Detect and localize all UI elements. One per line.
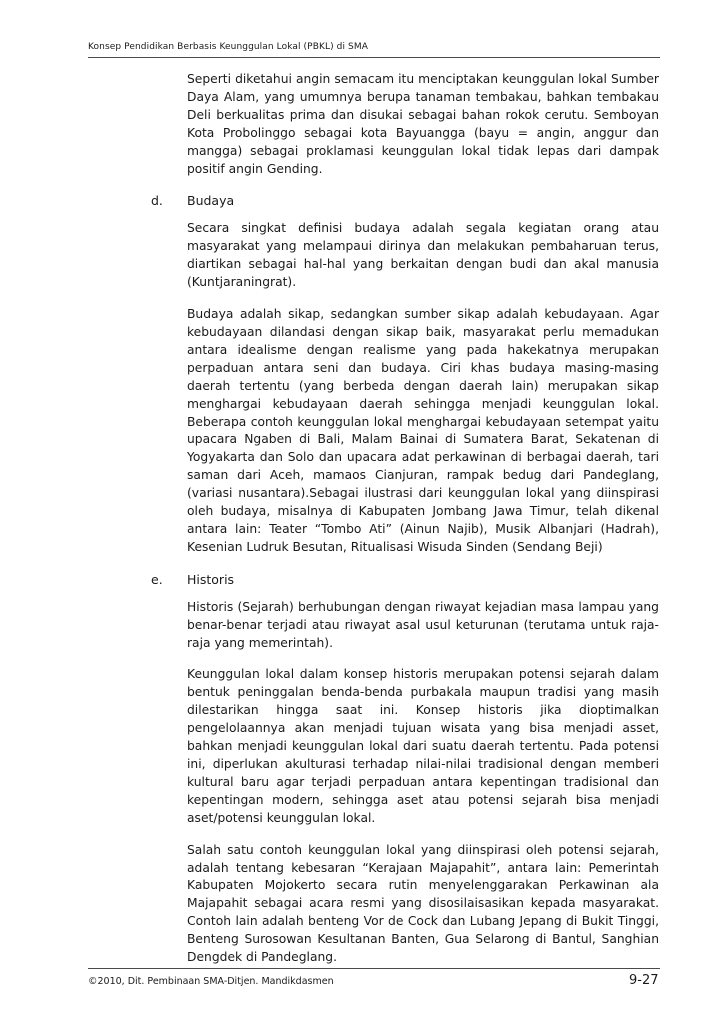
historis-paragraph-2: Keunggulan lokal dalam konsep historis merupakan potensi sejarah dalam bentuk peninggalan benda-benda purbakala maupun tradisi yang masih dilestarikan hingga saat ini. Konsep historis jika dioptimalkan pengelolaannya akan menjadi tujuan wisata yang bisa menjadi asset, bahkan menjadi keunggulan lokal dari suatu daerah tertentu. Pada potensi ini, diperlukan akulturasi terhadap nilai-nilai tradisional dengan memberi kultural baru agar terjadi perpaduan antara kepentingan tradisional dan kepentingan modern, sehingga aset atau potensi sejarah bisa menjadi aset/potensi keunggulan lokal. — [187, 667, 659, 825]
page-body — [151, 71, 659, 981]
historis-paragraph-1: Historis (Sejarah) berhubungan dengan riwayat kejadian masa lampau yang benar-benar terjadi atau riwayat asal usul keturunan (terutama untuk raja-raja yang memerintah). — [187, 599, 659, 650]
section-heading-budaya — [151, 192, 659, 210]
budaya-paragraph-1: Secara singkat definisi budaya adalah segala kegiatan orang atau masyarakat yang melampaui dirinya dan melakukan pembaharuan terus, diartikan sebagai hal-hal yang berkaitan dengan budi dan akal manusia (Kuntjaraningrat). — [187, 221, 659, 290]
budaya-paragraph-2: Budaya adalah sikap, sedangkan sumber sikap adalah kebudayaan. Agar kebudayaan dilandasi dengan sikap baik, masyarakat perlu memadukan antara idealisme dengan realisme yang pada hakekatnya merupakan perpaduan antara seni dan budaya. Ciri khas budaya masing-masing daerah tertentu (yang berbeda dengan daerah lain) merupakan sikap menghargai kebudayaan daerah sehingga menjadi keunggulan lokal. Beberapa contoh keunggulan lokal menghargai kebudayaan setempat yaitu upacara Ngaben di Bali, Malam Bainai di Sumatera Barat, Sekatenan di Yogyakarta dan Solo dan upacara adat perkawinan di berbagai daerah, tari saman dari Aceh, mamaos Cianjuran, rampak bedug dari Pandeglang, (variasi nusantara).Sebagai ilustrasi dari keunggulan lokal yang diinspirasi oleh budaya, misalnya di Kabupaten Jombang Jawa Timur, telah dikenal antara lain: Teater “Tombo Ati” (Ainun Najib), Musik Albanjari (Hadrah), Kesenian Ludruk Besutan, Ritualisasi Wisuda Sinden (Sendang Beji) — [187, 307, 659, 554]
section-number: e. — [151, 571, 163, 587]
section-title: Historis — [187, 571, 235, 587]
running-header: Konsep Pendidikan Berbasis Keunggulan Lokal (PBKL) di SMA — [88, 42, 368, 52]
page-number: 9-27 — [629, 973, 659, 988]
section-title: Budaya — [187, 193, 235, 209]
header-divider — [88, 57, 660, 58]
footer-divider — [88, 968, 660, 969]
intro-paragraph: Seperti diketahui angin semacam itu menciptakan keunggulan lokal Sumber Daya Alam, yang umumnya berupa tanaman tembakau, bahkan tembakau Deli berkualitas prima dan disukai sebagai bahan rokok cerutu. Semboyan Kota Probolinggo sebagai kota Bayuangga (bayu = angin, anggur dan mangga) sebagai proklamasi keunggulan lokal tidak lepas dari dampak positif angin Gending. — [187, 72, 659, 176]
footer-copyright: ©2010, Dit. Pembinaan SMA-Ditjen. Mandikdasmen — [88, 976, 334, 987]
section-heading-historis — [151, 571, 659, 589]
section-number: d. — [151, 193, 163, 209]
historis-paragraph-3: Salah satu contoh keunggulan lokal yang diinspirasi oleh potensi sejarah, adalah tentang kebesaran “Kerajaan Majapahit”, antara lain: Pemerintah Kabupaten Mojokerto secara rutin menyelenggarakan Perkawinan ala Majapahit sebagai acara resmi yang disosilaisasikan kepada masyarakat. Contoh lain adalah benteng Vor de Cock dan Lubang Jepang di Bukit Tinggi, Benteng Surosowan Kesultanan Banten, Gua Selarong di Bantul, Sanghian Dengdek di Pandeglang. — [187, 842, 659, 965]
